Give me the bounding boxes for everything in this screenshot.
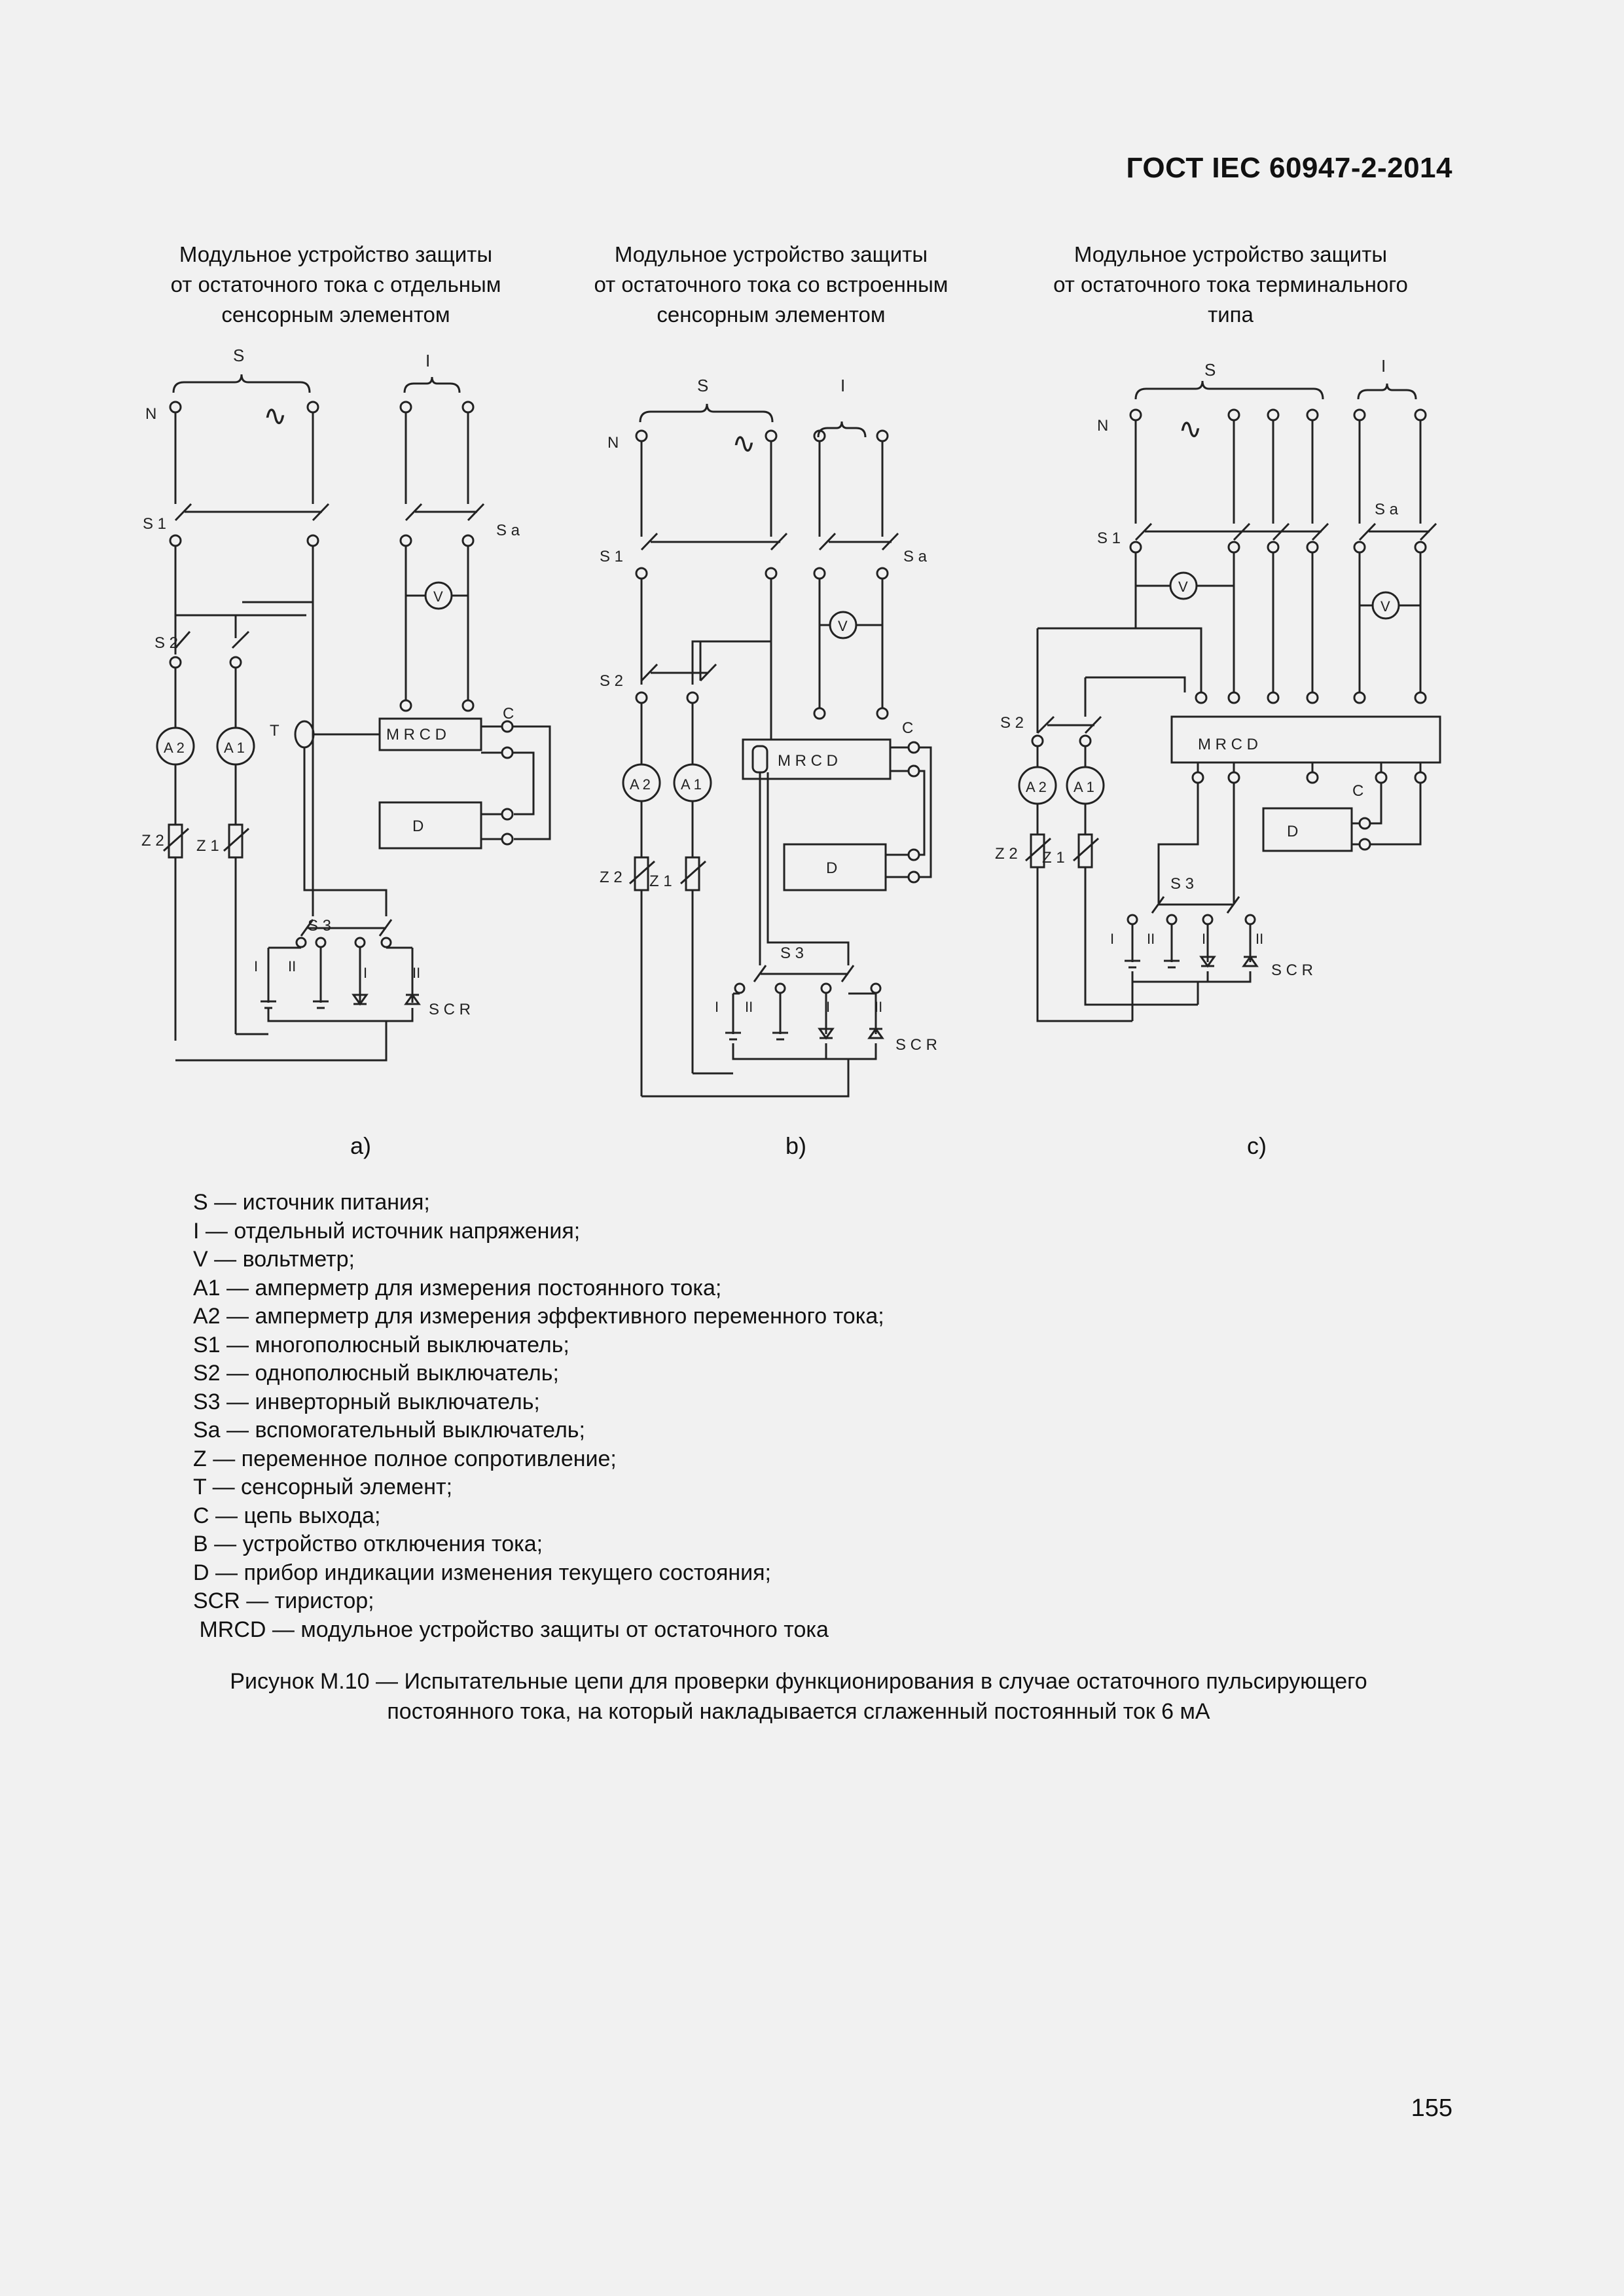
diagram-a-label-t: T — [270, 722, 280, 740]
diagram-b-label-a1: A 1 — [681, 776, 702, 793]
diagram-a-label-pos-i: I — [254, 958, 259, 975]
legend-list — [193, 1189, 884, 1644]
diagram-a-label-pos-i2: I — [363, 965, 368, 981]
diagram-b-cells — [725, 1033, 788, 1039]
diagram-c-caption: Модульное устройство защиты от остаточного тока терминального типа — [1053, 242, 1408, 327]
diagram-a-label-s: S — [233, 346, 245, 365]
diagram-b-label-n: N — [607, 434, 619, 452]
diagram-a-label-i: I — [425, 351, 431, 370]
diagram-b-tilde: ∿ — [732, 427, 756, 459]
diagram-c-label-s: S — [1204, 360, 1216, 380]
diagram-c-d-box — [1263, 808, 1352, 851]
diagram-a-s2-switch — [175, 602, 313, 655]
diagram-b-label-z2: Z 2 — [600, 869, 623, 886]
diagram-c-label-z1: Z 1 — [1042, 849, 1065, 867]
document-standard-header: ГОСТ IEC 60947-2-2014 — [1126, 152, 1453, 184]
diagram-c-label-a2: A 2 — [1026, 779, 1047, 795]
diagram-a-terminal — [308, 402, 318, 412]
diagram-a-c-wires — [481, 726, 550, 839]
diagram-a-label-d: D — [412, 817, 424, 835]
legend-item: Z — переменное полное сопротивление; — [193, 1446, 617, 1471]
diagram-c-label-s1: S 1 — [1097, 529, 1121, 547]
legend-item: C — цепь выхода; — [193, 1503, 381, 1528]
diagram-a-label-sa: S a — [496, 522, 520, 539]
legend-item: MRCD — модульное устройство защиты от остаточного тока — [193, 1617, 829, 1642]
legend-item: A2 — амперметр для измерения эффективного переменного тока; — [193, 1304, 884, 1329]
diagram-a-thyristors — [353, 995, 419, 1004]
diagram-b-label-s1: S 1 — [600, 548, 624, 565]
legend-item: S3 — инверторный выключатель; — [193, 1389, 540, 1414]
diagram-a-terminal — [170, 402, 181, 412]
diagram-a-label-s3: S 3 — [308, 917, 332, 935]
diagram-a-supply-lines — [175, 412, 468, 504]
diagram-c-label-s3: S 3 — [1170, 875, 1195, 893]
legend-item: S — источник питания; — [193, 1190, 430, 1215]
page-number: 155 — [1411, 2094, 1453, 2122]
diagram-c-brace-i — [1358, 384, 1416, 399]
diagram-c — [995, 356, 1440, 1021]
diagram-c-voltmeter-label: V — [1178, 579, 1188, 595]
diagram-b-label-s2: S 2 — [600, 672, 624, 690]
diagram-a-d-box — [380, 802, 481, 848]
diagram-a-label-a2: A 2 — [164, 740, 185, 756]
diagram-c-sublabel: c) — [1247, 1132, 1267, 1159]
diagram-a-label-pos-ii2: II — [412, 965, 421, 981]
diagram-b-label-s: S — [697, 376, 709, 395]
legend-item: S2 — однополюсный выключатель; — [193, 1361, 559, 1386]
diagram-b-label-d: D — [826, 859, 838, 877]
diagram-c-label-z2: Z 2 — [995, 845, 1018, 863]
diagram-c-voltmeter-2-label: V — [1380, 598, 1390, 615]
diagram-a-sublabel: a) — [350, 1132, 372, 1159]
legend-item: B — устройство отключения тока; — [193, 1532, 543, 1556]
diagram-b-label-i: I — [840, 376, 846, 395]
diagram-c-label-i: I — [1381, 356, 1386, 376]
diagram-c-label-n: N — [1097, 417, 1109, 435]
diagram-b — [600, 376, 937, 1096]
diagram-a-caption: Модульное устройство защиты от остаточного тока с отдельным сенсорным элементом — [170, 242, 501, 327]
legend-item: S1 — многополюсный выключатель; — [193, 1332, 569, 1357]
diagram-a-voltmeter-label: V — [433, 588, 443, 605]
legend-item: T — сенсорный элемент; — [193, 1475, 453, 1499]
diagram-c-label-pos-i2: I — [1202, 931, 1206, 947]
diagram-b-label-a2: A 2 — [630, 776, 651, 793]
diagram-b-label-sa: S a — [903, 548, 928, 565]
diagram-b-label-c: C — [902, 719, 914, 737]
diagram-b-thyristors — [820, 1029, 882, 1038]
diagram-a-label-s1: S 1 — [143, 515, 167, 533]
diagram-c-cells — [1125, 961, 1180, 967]
diagram-b-label-z1: Z 1 — [649, 872, 672, 890]
diagram-a-brace-i — [405, 377, 460, 393]
diagram-a-label-s2: S 2 — [154, 634, 179, 652]
diagram-a-label-n: N — [145, 405, 157, 423]
diagram-c-label-pos-i: I — [1110, 931, 1115, 947]
diagram-b-sublabel: b) — [785, 1132, 807, 1159]
diagram-a-sensor-t — [295, 721, 314, 747]
diagram-b-sensor — [753, 746, 767, 772]
legend-item: D — прибор индикации изменения текущего состояния; — [193, 1560, 772, 1585]
diagram-a-tilde: ∿ — [263, 400, 287, 432]
diagram-b-label-pos-i2: I — [826, 999, 831, 1015]
diagram-b-label-pos-ii2: II — [875, 999, 883, 1015]
diagram-c-label-a1: A 1 — [1074, 779, 1094, 795]
diagram-b-label-s3: S 3 — [780, 944, 804, 962]
diagram-c-brace-s — [1136, 381, 1323, 399]
legend-item: A1 — амперметр для измерения постоянного тока; — [193, 1275, 722, 1300]
diagram-a-label-z1: Z 1 — [196, 837, 219, 855]
diagram-c-thyristors — [1201, 957, 1257, 966]
diagram-c-tilde: ∿ — [1178, 413, 1202, 445]
diagram-c-label-scr: S C R — [1271, 961, 1314, 979]
diagram-a-label-pos-ii: II — [288, 958, 297, 975]
diagram-b-label-pos-i: I — [715, 999, 719, 1015]
diagram-c-label-s2: S 2 — [1000, 714, 1024, 732]
legend-item: Sa — вспомогательный выключатель; — [193, 1418, 585, 1443]
diagram-a-cells — [261, 1001, 329, 1008]
diagram-a — [141, 346, 550, 1060]
diagram-a-label-scr: S C R — [429, 1001, 471, 1018]
diagram-a-label-mrcd: M R C D — [386, 726, 446, 744]
diagram-a-s1-sa-switch — [175, 504, 484, 520]
legend-item: V — вольтметр; — [193, 1247, 355, 1272]
diagram-b-label-pos-ii: II — [745, 999, 753, 1015]
diagram-b-s1-sa-switch — [641, 533, 898, 550]
diagram-c-label-pos-ii2: II — [1255, 931, 1264, 947]
diagram-b-brace-s — [640, 404, 772, 422]
diagram-b-caption: Модульное устройство защиты от остаточного тока со встроенным сенсорным элементом — [594, 242, 948, 327]
diagram-b-label-mrcd: M R C D — [778, 752, 838, 770]
diagram-c-label-pos-ii: II — [1147, 931, 1155, 947]
figure-caption: Рисунок М.10 — Испытательные цепи для проверки функционирования в случае остаточного пульсирующего постоянного тока, на который накладывается сглаженный постоянный ток 6 мА — [230, 1669, 1367, 1724]
diagram-a-label-c: C — [503, 705, 514, 723]
diagram-a-terminal — [401, 402, 411, 412]
diagram-b-voltmeter-label: V — [838, 618, 848, 634]
diagram-c-label-c: C — [1352, 782, 1364, 800]
diagram-a-terminal — [463, 402, 473, 412]
diagram-c-label-sa: S a — [1375, 501, 1399, 518]
diagram-a-label-z2: Z 2 — [141, 832, 164, 850]
legend-item: SCR — тиристор; — [193, 1588, 374, 1613]
diagram-c-s1-sa-switch — [1136, 524, 1436, 540]
diagram-c-label-mrcd: M R C D — [1198, 736, 1258, 753]
legend-item: I — отдельный источник напряжения; — [193, 1218, 581, 1244]
diagram-a-brace-s — [173, 374, 310, 393]
diagram-b-label-scr: S C R — [895, 1036, 938, 1054]
diagram-c-label-d: D — [1287, 823, 1299, 840]
diagram-a-label-a1: A 1 — [224, 740, 245, 756]
